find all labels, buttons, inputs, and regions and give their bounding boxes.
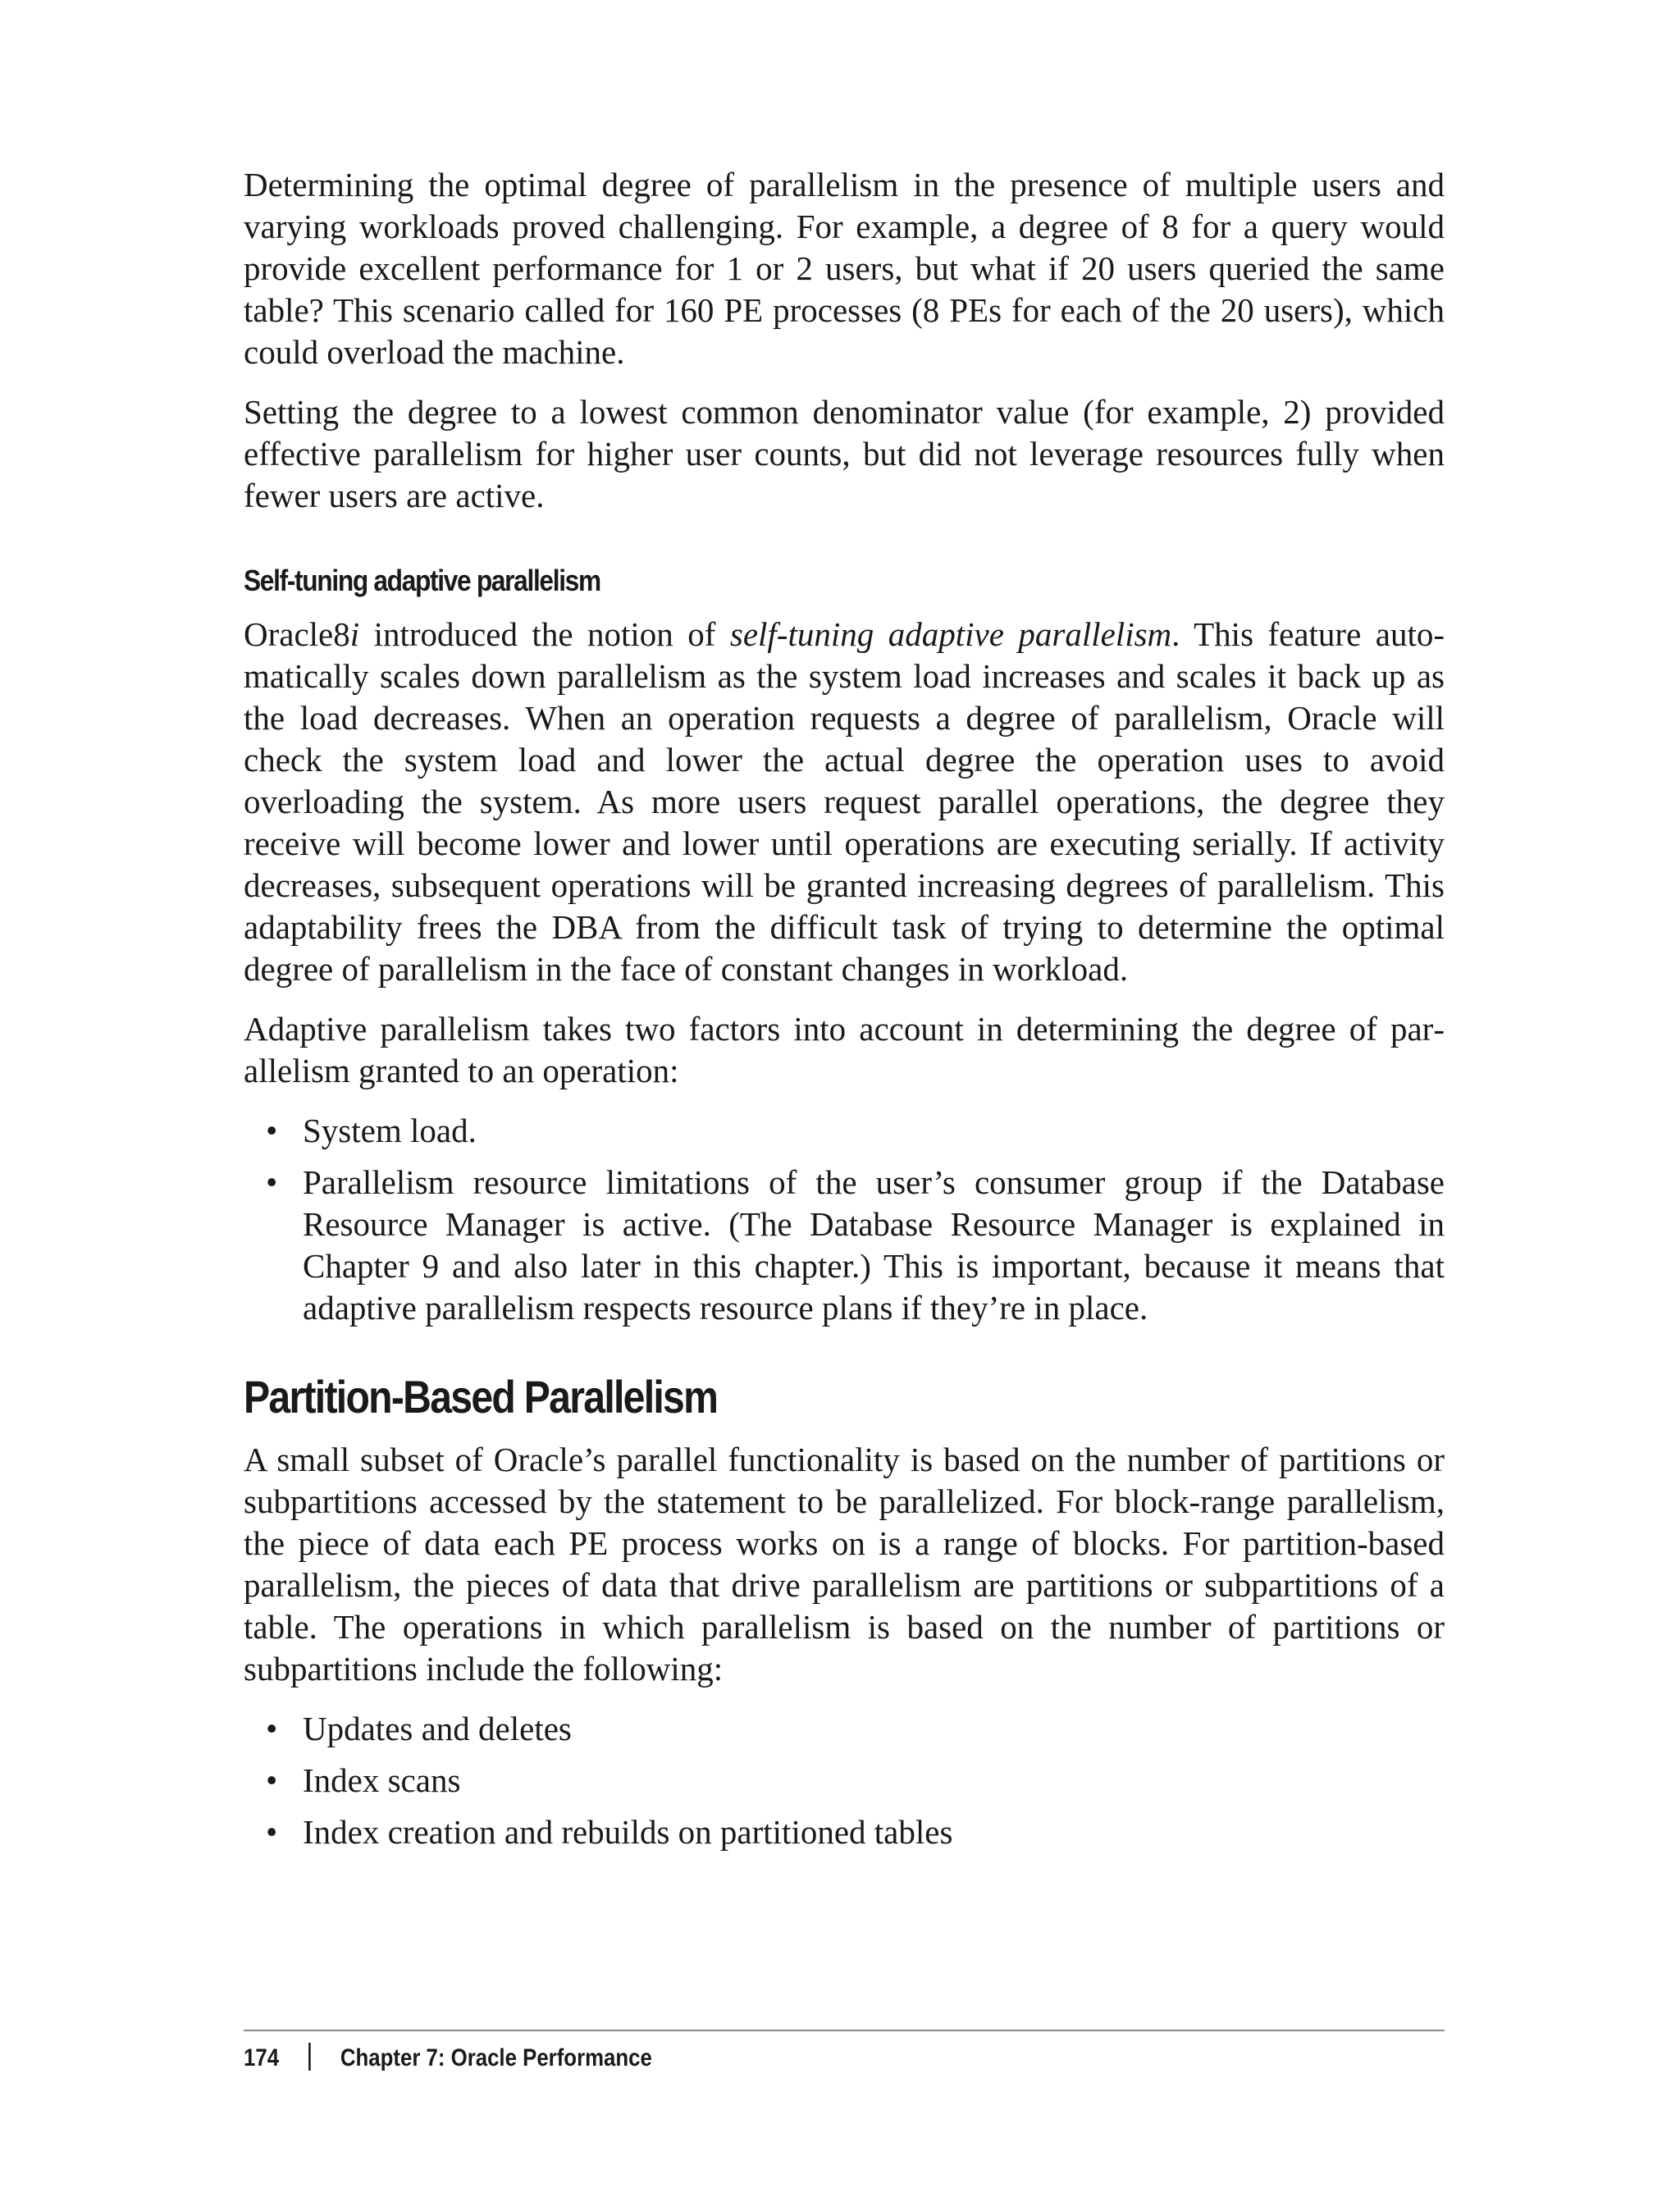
section-heading-partition: Partition-Based Parallelism: [244, 1371, 718, 1423]
term-self-tuning: self-tuning adaptive parallelism: [729, 615, 1172, 653]
list-item-text: Index creation and rebuilds on partitioned tables: [303, 1813, 953, 1851]
bullet-icon: •: [266, 1710, 278, 1747]
list-item-text: Updates and deletes: [303, 1710, 572, 1747]
paragraph-partition-intro: A small subset of Oracle’s parallel functionality is based on the number of partitions or subpartitions accessed by the statement to be parallelized. For block-range parallelism, the piece of data each PE process works on is a range of blocks. For partition-based parallelism, the pieces of data that drive parallelism are partitions or subpartitions of a table. The operations in which parallelism is based on the number of partitions or subpartitions include the following:: [244, 1441, 1445, 1688]
oracle-version-suffix: i: [349, 615, 360, 653]
list-item-text: Parallelism resource limitations of the user’s consumer group if the Database Resource Manager is active. (The Database Resource Manager is explained in Chapter 9 and also later in this chapter.) This is important, because it means that adaptive parallelism respects resource plans if they’re in place.: [303, 1163, 1445, 1327]
list-item: [244, 1162, 1445, 1329]
paragraph-lowest-common-denominator: Setting the degree to a lowest common denominator value (for example, 2) provided effective parallelism for higher user counts, but did not leverage resources fully when fewer users are active.: [244, 393, 1445, 514]
intro-text: introduced the notion of: [359, 615, 730, 653]
list-item: [244, 1811, 1445, 1853]
paragraph-adaptive-intro: [244, 614, 1445, 990]
page-content: [244, 164, 1445, 1871]
paragraph-adaptive-factors: Adaptive parallelism takes two factors into account in determining the degree of parallelism granted to an operation:: [244, 1010, 1445, 1089]
bullet-icon: •: [266, 1761, 278, 1799]
page-footer: [244, 2030, 1445, 2072]
paragraph-optimal-degree: Determining the optimal degree of parallelism in the presence of multiple users and varying workloads proved challenging. For example, a degree of 8 for a query would provide excellent performance for 1 or 2 users, but what if 20 users queried the same table? This scenario called for 160 PE processes (8 PEs for each of the 20 users), which could overload the machine.: [244, 166, 1445, 371]
bullet-icon: •: [266, 1163, 278, 1201]
adaptive-factors-list: [244, 1110, 1445, 1329]
partition-operations-list: [244, 1708, 1445, 1853]
chapter-title: Chapter 7: Oracle Performance: [340, 2044, 652, 2071]
bullet-icon: •: [266, 1813, 278, 1851]
list-item-text: Index scans: [303, 1761, 461, 1799]
footer-separator: [308, 2043, 311, 2071]
list-item-text: System load.: [303, 1112, 477, 1149]
list-item: [244, 1110, 1445, 1152]
page-number: 174: [244, 2044, 280, 2071]
adaptive-description: . This feature automatically scales down parallelism as the system load increases and scales it back up as the load decreases. When an operation requests a degree of parallelism, Oracle will check the system load and lower the actual degree the operation uses to avoid overloading the system. As more users request parallel operations, the degree they receive will become lower and lower until operations are executing serially. If activity decreases, subsequent operations will be granted increasing degrees of parallelism. This adaptability frees the DBA from the difficult task of trying to determine the optimal degree of parallelism in the face of constant changes in workload.: [244, 615, 1445, 988]
list-item: [244, 1760, 1445, 1802]
oracle-name: Oracle8: [244, 615, 350, 653]
subheading-self-tuning: Self-tuning adaptive parallelism: [244, 564, 600, 597]
bullet-icon: •: [266, 1112, 278, 1149]
list-item: [244, 1708, 1445, 1750]
